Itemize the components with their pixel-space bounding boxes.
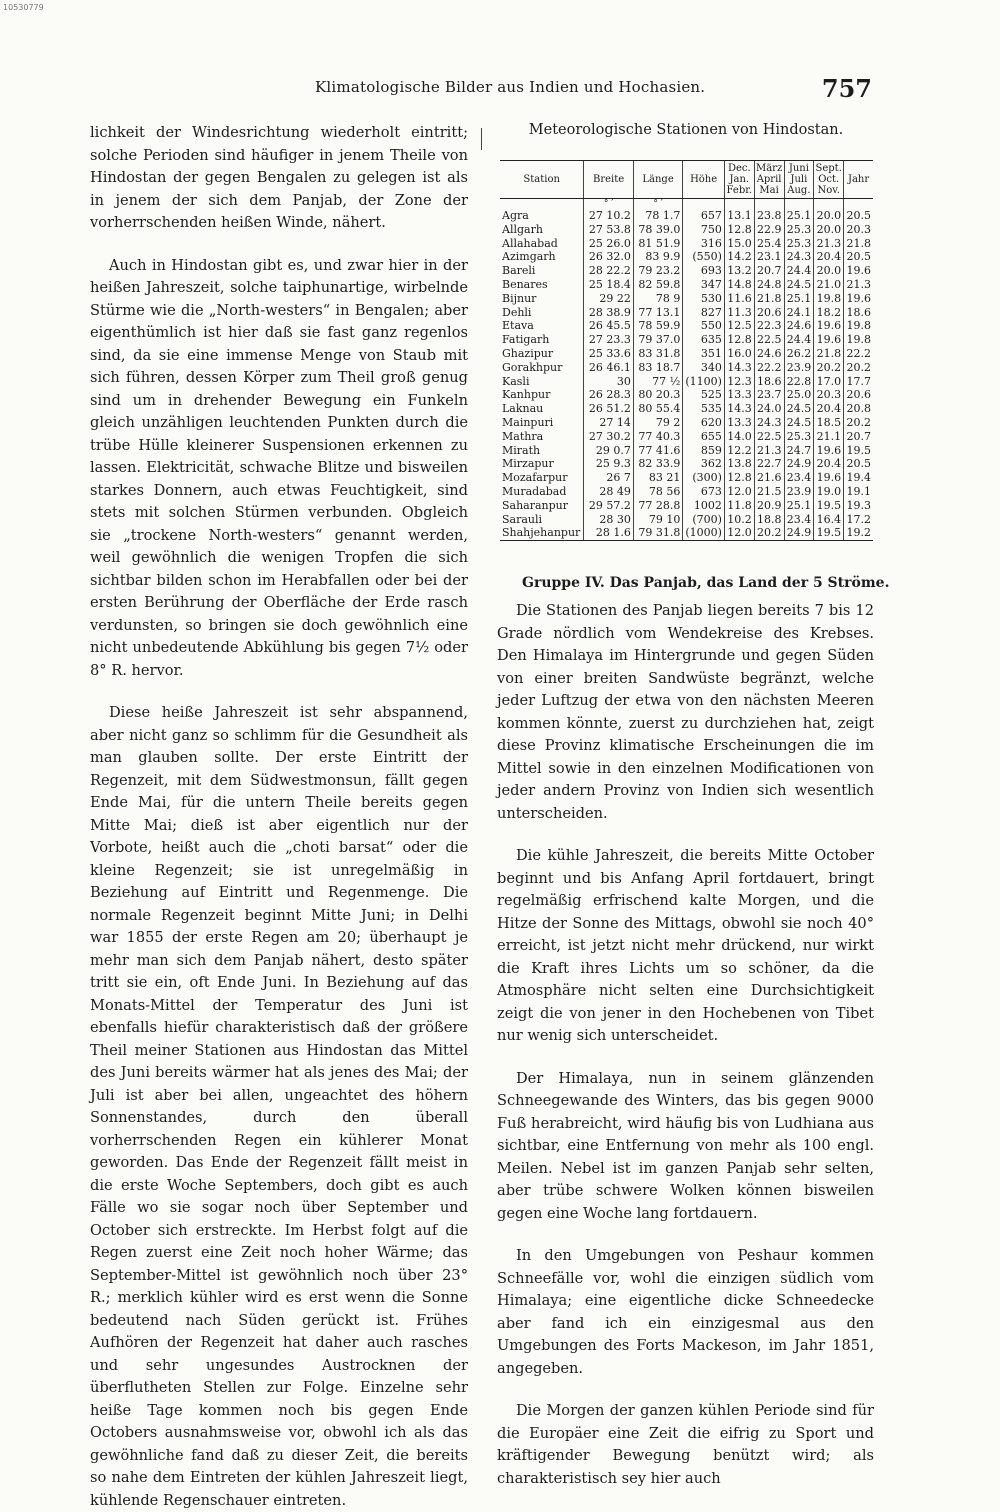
value-cell: 20.8 (844, 402, 873, 416)
table-row (500, 499, 873, 513)
value-cell: 12.3 (724, 375, 754, 389)
value-cell: 20.4 (814, 250, 844, 264)
value-cell: 27 14 (584, 416, 633, 430)
value-cell: 20.4 (814, 402, 844, 416)
table-row (500, 402, 873, 416)
station-name-cell: Kanhpur (502, 388, 551, 402)
value-cell: 19.5 (844, 444, 873, 458)
value-cell: 18.5 (814, 416, 844, 430)
value-cell: 340 (683, 361, 725, 375)
value-cell: 673 (683, 485, 725, 499)
value-cell: 23.4 (784, 471, 814, 485)
value-cell: 20.5 (844, 209, 873, 223)
value-cell: 23.9 (784, 361, 814, 375)
value-cell: 16.0 (724, 347, 754, 361)
column-header: Jahr (844, 161, 873, 199)
table-row (500, 513, 873, 527)
value-cell: 25.3 (784, 430, 814, 444)
value-cell: 79 31.8 (633, 526, 682, 540)
value-cell: 550 (683, 319, 725, 333)
value-cell: 351 (683, 347, 725, 361)
value-cell: 78 9 (633, 292, 682, 306)
value-cell: 22.8 (784, 375, 814, 389)
value-cell: 347 (683, 278, 725, 292)
value-cell: 18.6 (754, 375, 784, 389)
value-cell: 750 (683, 223, 725, 237)
value-cell: 535 (683, 402, 725, 416)
running-head: Klimatologische Bilder aus Indien und Hochasien. (315, 78, 706, 96)
value-cell: 20.0 (814, 209, 844, 223)
value-cell: 13.3 (724, 388, 754, 402)
station-name-cell: Etava (502, 319, 534, 333)
station-name-cell: Sarauli (502, 512, 543, 526)
column-header: Station (500, 161, 584, 199)
value-cell: 19.8 (844, 319, 873, 333)
value-cell: 29 22 (584, 292, 633, 306)
value-cell: 19.1 (844, 485, 873, 499)
value-cell: 20.0 (814, 223, 844, 237)
value-cell: 635 (683, 333, 725, 347)
value-cell: 19.5 (814, 499, 844, 513)
value-cell: 14.2 (724, 250, 754, 264)
value-cell: 19.0 (814, 485, 844, 499)
value-cell: 81 51.9 (633, 237, 682, 251)
value-cell: 19.6 (814, 471, 844, 485)
value-cell: 25.3 (784, 237, 814, 251)
value-cell: 23.9 (784, 485, 814, 499)
value-cell: 20.3 (814, 388, 844, 402)
table-row (500, 416, 873, 430)
unit-cell: ° ′ (633, 199, 682, 210)
value-cell: 19.6 (814, 319, 844, 333)
value-cell: 11.8 (724, 499, 754, 513)
station-name-cell: Mozafarpur (502, 471, 568, 485)
value-cell: 17.7 (844, 375, 873, 389)
value-cell: 20.2 (814, 361, 844, 375)
value-cell: 83 18.7 (633, 361, 682, 375)
value-cell: 83 31.8 (633, 347, 682, 361)
value-cell: 23.4 (784, 513, 814, 527)
station-name-cell: Fatigarh (502, 333, 550, 347)
value-cell: 13.3 (724, 416, 754, 430)
value-cell: 22.2 (754, 361, 784, 375)
value-cell: 21.8 (844, 237, 873, 251)
station-name-cell: Kasli (502, 374, 530, 388)
value-cell: 21.8 (814, 347, 844, 361)
value-cell: 25 26.0 (584, 237, 633, 251)
table-row (500, 278, 873, 292)
value-cell: 27 30.2 (584, 430, 633, 444)
table-row (500, 430, 873, 444)
value-cell: 24.9 (784, 457, 814, 471)
unit-cell (784, 199, 814, 210)
value-cell: 12.8 (724, 471, 754, 485)
unit-cell: ° ′ (584, 199, 633, 210)
unit-cell (500, 199, 584, 210)
value-cell: 27 53.8 (584, 223, 633, 237)
station-name-cell: Gorakhpur (502, 360, 563, 374)
value-cell: 25 18.4 (584, 278, 633, 292)
value-cell: 24.8 (754, 278, 784, 292)
value-cell: 27 10.2 (584, 209, 633, 223)
value-cell: 14.3 (724, 402, 754, 416)
value-cell: 25.0 (784, 388, 814, 402)
value-cell: 20.6 (754, 306, 784, 320)
value-cell: 80 20.3 (633, 388, 682, 402)
left-paragraph-3: Diese heiße Jahreszeit ist sehr abspannend, aber nicht ganz so schlimm für die Gesundheit als man glauben sollte. Der erste Eintritt der Regenzeit, mit dem Südwestmonsun, fällt gegen Ende Mai, für die untern Theile bereits gegen Mitte Mai; dieß ist aber eigentlich nur der Vorbote, heißt auch die „choti barsat“ oder die kleine Regenzeit; sie ist unregelmäßig in Beziehung auf Eintritt und Regenmenge. Die normale Regenzeit beginnt Mitte Juni; in Delhi war 1855 der erste Regen am 20; überhaupt je mehr man sich dem Panjab nähert, desto später tritt sie ein, oft Ende Juni. In Beziehung auf das Monats-Mittel der Temperatur des Juni ist ebenfalls hiefür charakteristisch daß der größere Theil meiner Stationen aus Hindostan das Mittel des Juni bereits wärmer hat als jenes des Mai; der Juli ist aber bei allen, ungeachtet des höhern Sonnenstandes, durch den überall vorherrschenden Regen ein kühlerer Monat geworden. Das Ende der Regenzeit fällt meist in die erste Woche Septembers, doch gibt es auch Fälle wo sie sogar noch über September und October sich erstreckte. Im Herbst folgt auf die Regen zuerst eine Zeit noch hoher Wärme; das September-Mittel ist gewöhnlich noch über 23° R.; merklich kühler wird es erst wenn die Sonne bedeutend nach Süden gerückt ist. Frühes Aufhören der Regenzeit hat daher auch rasches und sehr ungesundes Austrocknen der überflutheten Stellen zur Folge. Einzelne sehr heiße Tage kommen noch bis gegen Ende Octobers ausnahmsweise vor, obwohl ich als das gewöhnliche fand daß zu dieser Zeit, die bereits so nahe dem Eintreten der kühlen Jahreszeit liegt, kühlende Regenschauer eintreten. (90, 704, 468, 1509)
table-row (500, 526, 873, 540)
value-cell: 12.8 (724, 333, 754, 347)
table-row (500, 292, 873, 306)
value-cell: (300) (683, 471, 725, 485)
value-cell: 22.2 (844, 347, 873, 361)
column-header: Breite (584, 161, 633, 199)
station-name-cell: Saharanpur (502, 498, 569, 512)
value-cell: 21.0 (814, 278, 844, 292)
value-cell: 79 23.2 (633, 264, 682, 278)
value-cell: 78 39.0 (633, 223, 682, 237)
page-number: 757 (821, 74, 872, 103)
value-cell: 83 21 (633, 471, 682, 485)
left-paragraph-1: lichkeit der Windesrichtung wiederholt eintritt; solche Perioden sind häufiger in jenem Theile von Hindostan der gegen Bengalen zu gelegen ist als in jenem der sich dem Panjab, der Zone der vorherrschenden heißen Winde, nähert. (90, 124, 468, 231)
value-cell: 21.3 (814, 237, 844, 251)
value-cell: (1000) (683, 526, 725, 540)
value-cell: 25.1 (784, 499, 814, 513)
right-paragraph-5: Die Morgen der ganzen kühlen Periode sind für die Europäer eine Zeit die eifrig zu Sport und kräftigender Bewegung benützt wird; als charakteristisch sey hier auch (497, 1402, 874, 1487)
value-cell: 26 7 (584, 471, 633, 485)
table-row (500, 250, 873, 264)
value-cell: 26 46.1 (584, 361, 633, 375)
right-paragraph-1: Die Stationen des Panjab liegen bereits 7 bis 12 Grade nördlich vom Wendekreise des Krebses. Den Himalaya im Hintergrunde und gegen Süden von einer breiten Sandwüste begränzt, welche jeder Luftzug der etwa von den nächsten Meeren kommen könnte, zuerst zu durchziehen hat, zeigt diese Provinz klimatische Erscheinungen die im Mittel sowie in den einzelnen Modificationen von jeder andern Provinz von Indien sich wesentlich unterscheiden. (497, 602, 874, 822)
value-cell: 22.5 (754, 333, 784, 347)
value-cell: 657 (683, 209, 725, 223)
value-cell: 21.3 (844, 278, 873, 292)
value-cell: 26.2 (784, 347, 814, 361)
value-cell: 14.3 (724, 361, 754, 375)
value-cell: 24.1 (784, 306, 814, 320)
value-cell: 28 30 (584, 513, 633, 527)
unit-cell (754, 199, 784, 210)
column-header: Höhe (683, 161, 725, 199)
station-name-cell: Laknau (502, 402, 544, 416)
value-cell: 17.0 (814, 375, 844, 389)
scan-id: 10530779 (3, 3, 44, 12)
value-cell: 26 28.3 (584, 388, 633, 402)
value-cell: 827 (683, 306, 725, 320)
table-row (500, 209, 873, 223)
table-row (500, 333, 873, 347)
value-cell: 77 13.1 (633, 306, 682, 320)
value-cell: 23.8 (754, 209, 784, 223)
value-cell: 19.6 (814, 333, 844, 347)
value-cell: 79 37.0 (633, 333, 682, 347)
value-cell: 79 10 (633, 513, 682, 527)
value-cell: 25.4 (754, 237, 784, 251)
station-name-cell: Allgarh (502, 222, 543, 236)
value-cell: 79 2 (633, 416, 682, 430)
value-cell: 14.0 (724, 430, 754, 444)
station-name-cell: Ghazipur (502, 346, 554, 360)
table-caption: Meteorologische Stationen von Hindostan. (528, 122, 844, 138)
value-cell: 316 (683, 237, 725, 251)
table-row (500, 361, 873, 375)
right-paragraph-4: In den Umgebungen von Peshaur kommen Schneefälle vor, wohl die einzigen südlich vom Himalaya; eine eigentliche dicke Schneedecke aber fand ich ein einzigesmal aus den Umgebungen des Forts Mackeson, im Jahr 1851, angegeben. (497, 1247, 874, 1377)
value-cell: 18.2 (814, 306, 844, 320)
value-cell: (1100) (683, 375, 725, 389)
left-paragraph-2: Auch in Hindostan gibt es, und zwar hier in der heißen Jahreszeit, solche taiphunartige, wirbelnde Stürme wie die „North-westers“ in Bengalen; aber eigenthümlich ist hier daß sie fast ganz regenlos sind, da sie eine immense Menge von Staub mit sich führen, dessen Körper zum Theil groß genug sind um in drehender Bewegung ein Funkeln gleich unzähligen leuchtenden Punkten durch die trübe Hülle kleinerer Suspensionen erkennen zu lassen. Elektricität, schwache Blitze und bisweilen starkes Donnern, auch etwas Feuchtigkeit, sind stets mit solchen Stürmen verbunden. Obgleich sie „trockene North-westers“ genannt werden, weil gewöhnlich die wenigen Tropfen die sich sichtbar bilden schon im Herabfallen oder bei der ersten Berührung der Oberfläche der Erde rasch verdunsten, so bringen sie doch gewöhnlich eine nicht unbedeutende Abkühlung bis gegen 7½ oder 8° R. hervor. (90, 256, 468, 679)
value-cell: 24.5 (784, 416, 814, 430)
column-header: März April Mai (754, 161, 784, 199)
value-cell: 1002 (683, 499, 725, 513)
value-cell: 20.9 (754, 499, 784, 513)
value-cell: 25.3 (784, 223, 814, 237)
value-cell: 20.6 (844, 388, 873, 402)
column-header: Länge (633, 161, 682, 199)
value-cell: 19.6 (814, 444, 844, 458)
value-cell: 25 33.6 (584, 347, 633, 361)
unit-cell (814, 199, 844, 210)
value-cell: 12.0 (724, 526, 754, 540)
table-row (500, 237, 873, 251)
value-cell: 859 (683, 444, 725, 458)
table-header-row (500, 161, 873, 199)
value-cell: 13.1 (724, 209, 754, 223)
value-cell: 78 59.9 (633, 319, 682, 333)
value-cell: 21.1 (814, 430, 844, 444)
value-cell: 29 57.2 (584, 499, 633, 513)
right-paragraph-2: Die kühle Jahreszeit, die bereits Mitte October beginnt und bis Anfang April fortdauert, bringt regelmäßig erfrischend kalte Morgen, und die Hitze der Sonne des Mittags, obwohl sie noch 40° erreicht, ist jetzt nicht mehr drückend, nur wirkt die Kraft ihres Lichts um so schöner, da die Atmosphäre nicht selten eine Durchsichtigkeit zeigt die von jener in den Hochebenen von Tibet nur wenig sich unterscheidet. (497, 847, 874, 1044)
value-cell: 22.7 (754, 457, 784, 471)
value-cell: 24.6 (754, 347, 784, 361)
value-cell: 77 28.8 (633, 499, 682, 513)
right-paragraph-3: Der Himalaya, nun in seinem glänzenden Schneegewande des Winters, das bis gegen 9000 Fuß herabreicht, wird häufig bis von Ludhiana aus sichtbar, eine Entfernung von mehr als 100 engl. Meilen. Nebel ist im ganzen Panjab sehr selten, aber trübe schwere Wolken können bisweilen gegen eine Woche lang fortdauern. (497, 1069, 874, 1222)
value-cell: 26 45.5 (584, 319, 633, 333)
value-cell: 693 (683, 264, 725, 278)
station-name-cell: Mirzapur (502, 457, 554, 471)
value-cell: 19.8 (814, 292, 844, 306)
value-cell: 19.6 (844, 264, 873, 278)
value-cell: 19.2 (844, 526, 873, 540)
value-cell: 525 (683, 388, 725, 402)
column-divider (481, 128, 482, 150)
value-cell: 15.0 (724, 237, 754, 251)
value-cell: 22.5 (754, 430, 784, 444)
station-name-cell: Mainpuri (502, 415, 554, 429)
value-cell: 29 0.7 (584, 444, 633, 458)
value-cell: 24.5 (784, 278, 814, 292)
station-name-cell: Bijnur (502, 291, 537, 305)
station-name-cell: Agra (502, 209, 529, 222)
table-row (500, 444, 873, 458)
value-cell: 82 33.9 (633, 457, 682, 471)
value-cell: 83 9.9 (633, 250, 682, 264)
value-cell: 19.4 (844, 471, 873, 485)
value-cell: 20.5 (844, 250, 873, 264)
station-name-cell: Benares (502, 277, 548, 291)
station-name-cell: Muradabad (502, 484, 567, 498)
value-cell: 20.3 (844, 223, 873, 237)
column-header: Sept. Oct. Nov. (814, 161, 844, 199)
value-cell: 24.4 (784, 333, 814, 347)
value-cell: 14.8 (724, 278, 754, 292)
value-cell: 78 1.7 (633, 209, 682, 223)
value-cell: 24.4 (784, 264, 814, 278)
value-cell: 20.2 (754, 526, 784, 540)
value-cell: 362 (683, 457, 725, 471)
value-cell: 23.1 (754, 250, 784, 264)
table-row (500, 485, 873, 499)
value-cell: 24.5 (784, 402, 814, 416)
station-name-cell: Dehli (502, 305, 532, 319)
value-cell: 11.6 (724, 292, 754, 306)
station-name-cell: Mathra (502, 429, 544, 443)
value-cell: 28 49 (584, 485, 633, 499)
value-cell: 12.2 (724, 444, 754, 458)
value-cell: 77 40.3 (633, 430, 682, 444)
value-cell: 620 (683, 416, 725, 430)
value-cell: 28 38.9 (584, 306, 633, 320)
station-name-cell: Allahabad (502, 236, 558, 250)
value-cell: 27 23.3 (584, 333, 633, 347)
value-cell: (700) (683, 513, 725, 527)
value-cell: 12.8 (724, 223, 754, 237)
table-body (500, 199, 873, 541)
value-cell: 11.3 (724, 306, 754, 320)
value-cell: 13.2 (724, 264, 754, 278)
station-name-cell: Bareli (502, 264, 536, 278)
value-cell: 28 1.6 (584, 526, 633, 540)
value-cell: 20.2 (844, 416, 873, 430)
value-cell: 77 ½ (633, 375, 682, 389)
table-row (500, 306, 873, 320)
value-cell: 77 41.6 (633, 444, 682, 458)
value-cell: 24.0 (754, 402, 784, 416)
table-row (500, 375, 873, 389)
value-cell: 530 (683, 292, 725, 306)
value-cell: 24.3 (754, 416, 784, 430)
column-header: Juni Juli Aug. (784, 161, 814, 199)
station-name-cell: Shahjehanpur (500, 526, 584, 540)
value-cell: 20.5 (844, 457, 873, 471)
value-cell: 28 22.2 (584, 264, 633, 278)
unit-cell (683, 199, 725, 210)
value-cell: 25.1 (784, 209, 814, 223)
table-row (500, 223, 873, 237)
value-cell: 19.8 (844, 333, 873, 347)
value-cell: 21.5 (754, 485, 784, 499)
stations-table (500, 160, 873, 541)
value-cell: (550) (683, 250, 725, 264)
value-cell: 18.6 (844, 306, 873, 320)
value-cell: 20.7 (844, 430, 873, 444)
right-column (497, 600, 874, 1490)
value-cell: 16.4 (814, 513, 844, 527)
value-cell: 19.5 (814, 526, 844, 540)
table-row (500, 347, 873, 361)
value-cell: 19.6 (844, 292, 873, 306)
group-heading: Gruppe IV. Das Panjab, das Land der 5 Ströme. (522, 575, 890, 591)
unit-row (500, 199, 873, 210)
station-name-cell: Azimgarh (502, 250, 556, 264)
value-cell: 12.5 (724, 319, 754, 333)
value-cell: 21.8 (754, 292, 784, 306)
value-cell: 24.6 (784, 319, 814, 333)
value-cell: 19.3 (844, 499, 873, 513)
value-cell: 22.3 (754, 319, 784, 333)
unit-cell (724, 199, 754, 210)
value-cell: 78 56 (633, 485, 682, 499)
value-cell: 24.7 (784, 444, 814, 458)
value-cell: 655 (683, 430, 725, 444)
value-cell: 18.8 (754, 513, 784, 527)
station-name-cell: Mirath (502, 443, 541, 457)
value-cell: 26 51.2 (584, 402, 633, 416)
value-cell: 21.6 (754, 471, 784, 485)
column-header: Dec. Jan. Febr. (724, 161, 754, 199)
value-cell: 24.3 (784, 250, 814, 264)
value-cell: 20.0 (814, 264, 844, 278)
table-row (500, 319, 873, 333)
table-row (500, 471, 873, 485)
value-cell: 20.7 (754, 264, 784, 278)
value-cell: 10.2 (724, 513, 754, 527)
table-row (500, 264, 873, 278)
value-cell: 25.1 (784, 292, 814, 306)
value-cell: 80 55.4 (633, 402, 682, 416)
value-cell: 12.0 (724, 485, 754, 499)
unit-cell (844, 199, 873, 210)
value-cell: 24.9 (784, 526, 814, 540)
table-row (500, 457, 873, 471)
table-row (500, 388, 873, 402)
value-cell: 17.2 (844, 513, 873, 527)
value-cell: 26 32.0 (584, 250, 633, 264)
value-cell: 21.3 (754, 444, 784, 458)
value-cell: 25 9.3 (584, 457, 633, 471)
value-cell: 23.7 (754, 388, 784, 402)
value-cell: 22.9 (754, 223, 784, 237)
value-cell: 13.8 (724, 457, 754, 471)
value-cell: 20.2 (844, 361, 873, 375)
value-cell: 20.4 (814, 457, 844, 471)
value-cell: 30 (584, 375, 633, 389)
value-cell: 82 59.8 (633, 278, 682, 292)
left-column (90, 122, 468, 1512)
